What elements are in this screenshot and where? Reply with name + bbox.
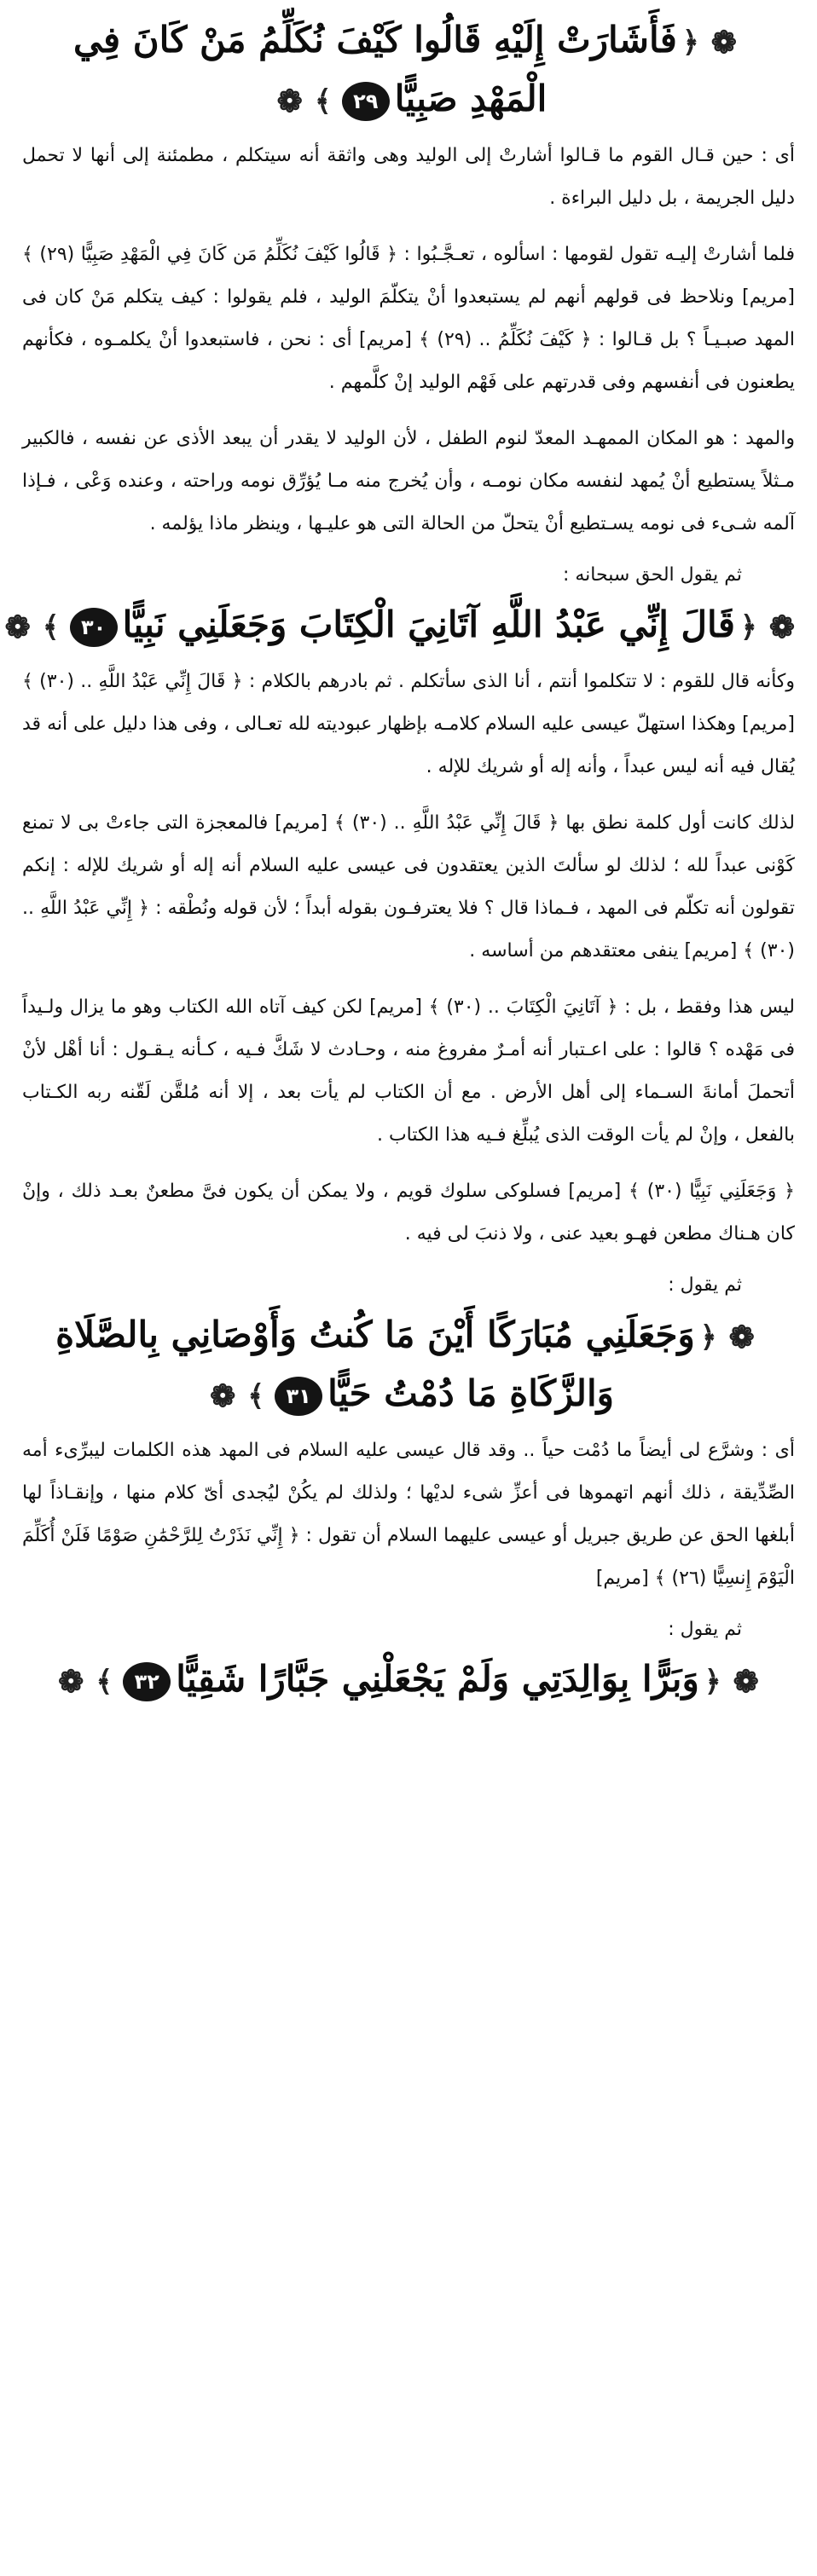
verse-open-bracket: ﴿ bbox=[699, 1320, 717, 1354]
verse-line bbox=[15, 71, 802, 130]
verse-ornament-icon: ❁ bbox=[4, 609, 31, 645]
verse-line bbox=[15, 12, 802, 71]
verse-ornament-icon: ❁ bbox=[710, 25, 737, 61]
verse-text: وَبَرًّا بِوَالِدَتِي وَلَمْ يَجْعَلْنِي جَبَّارًا شَقِيًّا bbox=[176, 1658, 699, 1700]
verse-line bbox=[15, 1651, 802, 1710]
verse-number-badge: ٣٠ bbox=[70, 608, 118, 647]
commentary-paragraph: أى : وشرَّع لى أيضاً ما دُمْت حياً .. وقد قال عيسى عليه السلام فى المهد هذه الكلمات ليبرِّىء أمه الصِّدِّيقة ، ذلك أنهم اتهموها فى أعزِّ شىء لديْها ؛ ولذلك لم يكُنْ ليُجدى أىّ كلام منها ، وإنقـاذاً لها أبلغها الحق عن طريق جبريل أو عيسى عليهما السلام أن تقول : ﴿ إِنِّي نَذَرْتُ لِلرَّحْمَٰنِ صَوْمًا فَلَنْ أُكَلِّمَ الْيَوْمَ إِنسِيًّا (٢٦) ﴾ [مريم] bbox=[22, 1440, 795, 1589]
verse-text: فَأَشَارَتْ إِلَيْهِ قَالُوا كَيْفَ نُكَلِّمُ مَنْ كَانَ فِي bbox=[73, 19, 677, 61]
quran-verse-30 bbox=[4, 597, 802, 656]
commentary-paragraph: فلما أشارتْ إليـه تقول لقومها : اسألوه ، تعـجَّـبُوا : ﴿ قَالُوا كَيْفَ نُكَلِّمُ مَن كَانَ فِي الْمَهْدِ صَبِيًّا (٢٩) ﴾ [مريم] ونلاحظ فى قولهم أنهم لم يستبعدوا أنْ يتكلّمَ الوليد ، فلم يقولوا : كيف يتكلم مَنْ كان فى المهد صبـيـاً ؟ بل قـالوا : ﴿ كَيْفَ نُكَلِّمُ .. (٢٩) ﴾ [مريم] أى : نحن ، فاستبعدوا أنْ يكلمـوه ، فكأنهم يطعنون فى أنفسهم وفى قدرتهم على فَهْم الوليد إنْ كلَّمهم . bbox=[22, 244, 795, 393]
verse-line bbox=[15, 1307, 802, 1366]
verse-intro-text: ثم يقول : bbox=[668, 1619, 742, 1640]
verse-open-bracket: ﴿ bbox=[704, 1665, 721, 1699]
verse-number-badge: ٢٩ bbox=[342, 82, 390, 121]
verse-ornament-icon: ❁ bbox=[728, 1320, 755, 1355]
quran-verse-32 bbox=[15, 1651, 802, 1710]
verse-ornament-icon: ❁ bbox=[733, 1664, 759, 1700]
verse-number-badge: ٣٢ bbox=[123, 1662, 171, 1701]
verse-text: الْمَهْدِ صَبِيًّا bbox=[394, 78, 548, 119]
quran-verse-29 bbox=[15, 12, 802, 130]
verse-line bbox=[4, 597, 802, 656]
verse-open-bracket: ﴿ bbox=[739, 610, 757, 644]
verse-line bbox=[15, 1366, 802, 1424]
verse-close-bracket: ﴾ bbox=[42, 610, 60, 644]
verse-intro-text: ثم يقول : bbox=[668, 1274, 742, 1296]
verse-text: وَالزَّكَاةِ مَا دُمْتُ حَيًّا bbox=[327, 1372, 614, 1414]
commentary-paragraph: ﴿ وَجَعَلَنِي نَبِيًّا (٣٠) ﴾ [مريم] فسلوكى سلوك قويم ، ولا يمكن أن يكون فىَّ مطعنٌ بعـد ذلك ، وإنْ كان هـناك مطعن فهـو بعيد عنى ، ولا ذنبَ لى فيه . bbox=[22, 1181, 795, 1245]
commentary-paragraph: وكأنه قال للقوم : لا تتكلموا أنتم ، أنا الذى سأتكلم . ثم بادرهم بالكلام : ﴿ قَالَ إِنِّي عَبْدُ اللَّهِ .. (٣٠) ﴾ [مريم] وهكذا استهلّ عيسى عليه السلام كلامـه بإظهار عبوديته لله تعـالى ، وفى هذا دليل على أنه قد يُقال فيه أنه ليس عبداً ، وأنه إله أو شريك للإله . bbox=[22, 671, 795, 777]
commentary-paragraph: ليس هذا وفقط ، بل : ﴿ آتَانِيَ الْكِتَابَ .. (٣٠) ﴾ [مريم] لكن كيف آتاه الله الكتاب وهو ما يزال ولـيداً فى مَهْده ؟ قالوا : على اعـتبار أنه أمـرٌ مفروغ منه ، وحـادث لا شَكَّ فـيه ، كـأنه يـقـول : أنا أهْل لأنْ أتحملَ أمانةَ السـماء إلى أهل الأرض . مع أن الكتاب لم يأت بعد ، إلا أنه مُلقَّن لَقّنه ربه الكـتاب بالفعل ، وإنْ لم يأت الوقت الذى يُبلِّغ فـيه هذا الكتاب . bbox=[22, 996, 795, 1146]
verse-intro-text: ثم يقول الحق سبحانه : bbox=[562, 564, 742, 586]
quran-verse-31 bbox=[15, 1307, 802, 1424]
blank-page-area bbox=[0, 1939, 817, 2576]
verse-number-badge: ٣١ bbox=[275, 1377, 322, 1416]
verse-text: وَجَعَلَنِي مُبَارَكًا أَيْنَ مَا كُنتُ وَأَوْصَانِي بِالصَّلَاةِ bbox=[55, 1314, 695, 1355]
verse-close-bracket: ﴾ bbox=[96, 1665, 113, 1699]
verse-ornament-icon: ❁ bbox=[58, 1664, 84, 1700]
commentary-paragraph: أى : حين قـال القوم ما قـالوا أشارتْ إلى الوليد وهى واثقة أنه سيتكلم ، مطمئنة إلى أنها لا تحمل دليل الجريمة ، بل دليل البراءة . bbox=[22, 145, 795, 209]
verse-open-bracket: ﴿ bbox=[681, 26, 699, 60]
commentary-paragraph: لذلك كانت أول كلمة نطق بها ﴿ قَالَ إِنِّي عَبْدُ اللَّهِ .. (٣٠) ﴾ [مريم] فالمعجزة التى جاءتْ بى لا تمنع كَوْنى عبداً لله ؛ لذلك لو سألتَ الذين يعتقدون فى عيسى عليه السلام أنه إله أو شريك للإله : إنكم تقولون أنه تكلّم فى المهد ، فـماذا قال ؟ فلا يعترفـون بقوله أبداً ؛ لأن قوله ونُطْقه : ﴿ إِنِّي عَبْدُ اللَّهِ .. (٣٠) ﴾ [مريم] ينفى معتقدهم من أساسه . bbox=[22, 812, 795, 962]
verse-close-bracket: ﴾ bbox=[314, 84, 332, 118]
commentary-paragraph: والمهد : هو المكان الممهـد المعدّ لنوم الطفل ، لأن الوليد لا يقدر أن يبعد الأذى عن نفسه ، فالكبير مـثلاً يستطيع أنْ يُمهد لنفسه مكان نومـه ، وأن يُخرج منه مـا يُؤرِّق نومه وراحته ، وعنده وَعْى ، فـإذا آلمه شـىء فى نومه يسـتطيع أنْ يتحلّ من الحالة التى هو عليـها ، وينظر ماذا يؤلمه . bbox=[22, 428, 795, 534]
verse-ornament-icon: ❁ bbox=[276, 84, 303, 119]
verse-text: قَالَ إِنِّي عَبْدُ اللَّهِ آتَانِيَ الْكِتَابَ وَجَعَلَنِي نَبِيًّا bbox=[122, 604, 735, 645]
verse-close-bracket: ﴾ bbox=[247, 1379, 265, 1413]
verse-ornament-icon: ❁ bbox=[768, 609, 795, 645]
verse-ornament-icon: ❁ bbox=[210, 1378, 236, 1414]
